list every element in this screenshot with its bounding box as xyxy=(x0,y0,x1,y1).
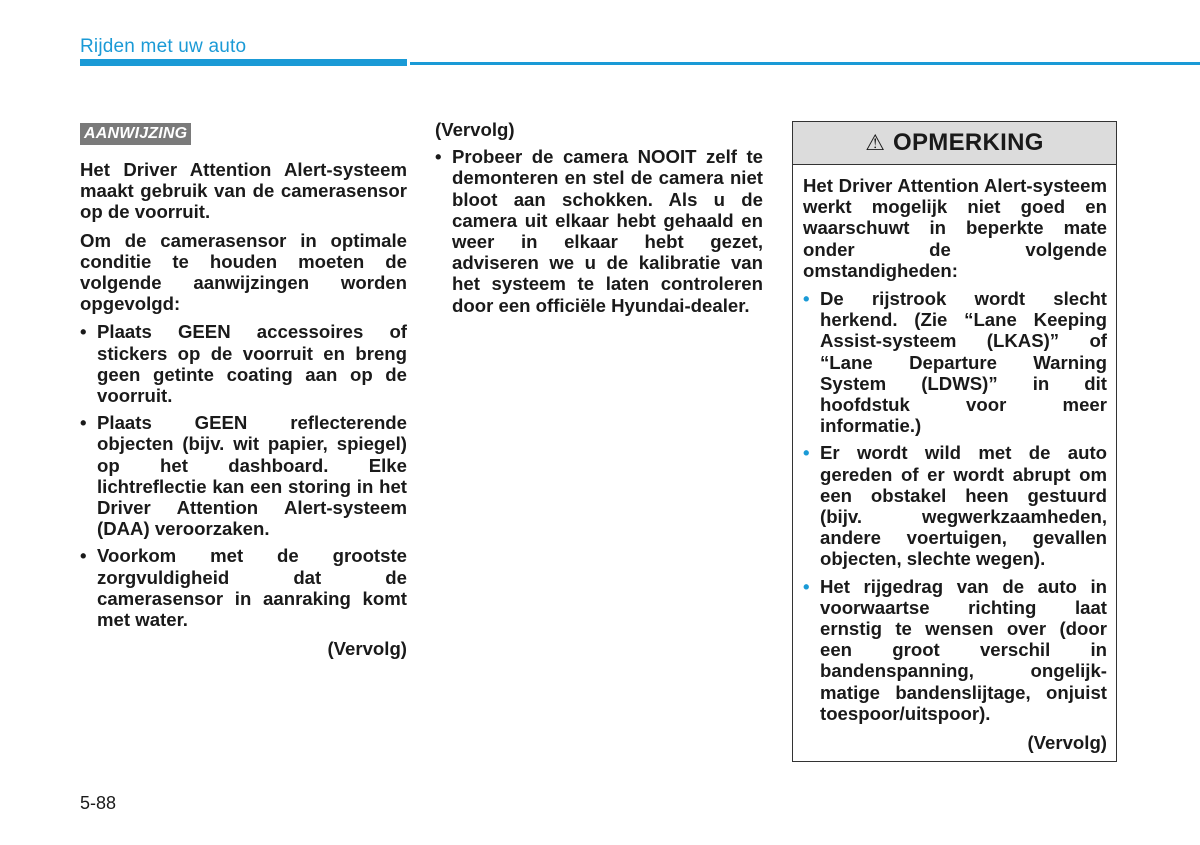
continued-label: (Vervolg) xyxy=(1027,732,1107,754)
bullet-list xyxy=(803,288,1107,724)
aanwijzing-tag: AANWIJZING xyxy=(80,123,191,145)
list-item: • De rijstrook wordt slecht herkend. (Zie “Lane Keeping Assist-systeem (LKAS)” of “Lane Departure Warning System (LDWS)” in dit hoofdstuk voor meer informatie.) xyxy=(803,288,1107,437)
notice-body xyxy=(793,165,1116,753)
bullet-icon: • xyxy=(803,442,810,464)
bullet-icon: • xyxy=(803,288,810,310)
paragraph: Het Driver Attention Alert-systeem maakt gebruik van de camerasensor op de voorruit. xyxy=(80,159,407,223)
list-item: • Voorkom met de grootste zorgvuldigheid dat de camerasensor in aanraking komt met water. xyxy=(80,545,407,631)
header-rule-thick xyxy=(80,59,407,66)
page-number: 5-88 xyxy=(80,793,117,813)
bullet-list xyxy=(80,321,407,630)
bullet-icon: • xyxy=(80,412,87,434)
bullet-list xyxy=(435,146,763,316)
header-rule-thin xyxy=(410,62,1200,65)
paragraph: Om de camerasensor in optimale conditie te houden moeten de volgende aanwijzingen worden opgevolgd: xyxy=(80,229,407,315)
bullet-icon: • xyxy=(803,575,810,597)
notice-box xyxy=(792,121,1117,762)
middle-column xyxy=(435,119,763,322)
notice-intro: Het Driver Attention Alert-systeem werkt mogelijk niet goed en waarschuwt in beperkte mate onder de volgende omstandigheden: xyxy=(803,175,1107,281)
list-item: • Plaats GEEN accessoires of stickers op de voorruit en breng geen getinte coating aan op de voorruit. xyxy=(80,321,407,407)
continued-label: (Vervolg) xyxy=(327,638,407,660)
list-item: • Probeer de camera NOOIT zelf te demonteren en stel de camera niet bloot aan schokken. Als u de camera uit elkaar hebt gehaald en weer in elkaar hebt gezet, adviseren we u de kalibratie van het systeem te laten controleren door een officiële Hyundai-dealer. xyxy=(435,146,763,316)
warning-triangle-icon: ⚠ xyxy=(865,130,885,155)
continued-heading: (Vervolg) xyxy=(435,119,515,140)
bullet-icon: • xyxy=(80,545,87,567)
list-item: • Het rijgedrag van de auto in voorwaartse richting laat ernstig te wensen over (door een groot verschil in bandenspanning, ongelijk-matige bandenslijtage, onjuist toespoor/uitspoor). xyxy=(803,575,1107,724)
bullet-icon: • xyxy=(435,146,442,168)
notice-header xyxy=(793,122,1116,165)
bullet-icon: • xyxy=(80,321,87,343)
list-item: • Er wordt wild met de auto gereden of er wordt abrupt om een obstakel heen gestuurd (bijv. wegwerkzaamheden, andere voertuigen, gevallen objecten, slechte wegen). xyxy=(803,442,1107,570)
left-column xyxy=(80,121,407,659)
list-item: • Plaats GEEN reflecterende objecten (bijv. wit papier, spiegel) op het dashboard. Elke lichtreflectie kan een storing in het Driver Attention Alert-systeem (DAA) veroorzaken. xyxy=(80,412,407,540)
notice-title: OPMERKING xyxy=(893,129,1044,156)
section-title: Rijden met uw auto xyxy=(80,36,247,57)
